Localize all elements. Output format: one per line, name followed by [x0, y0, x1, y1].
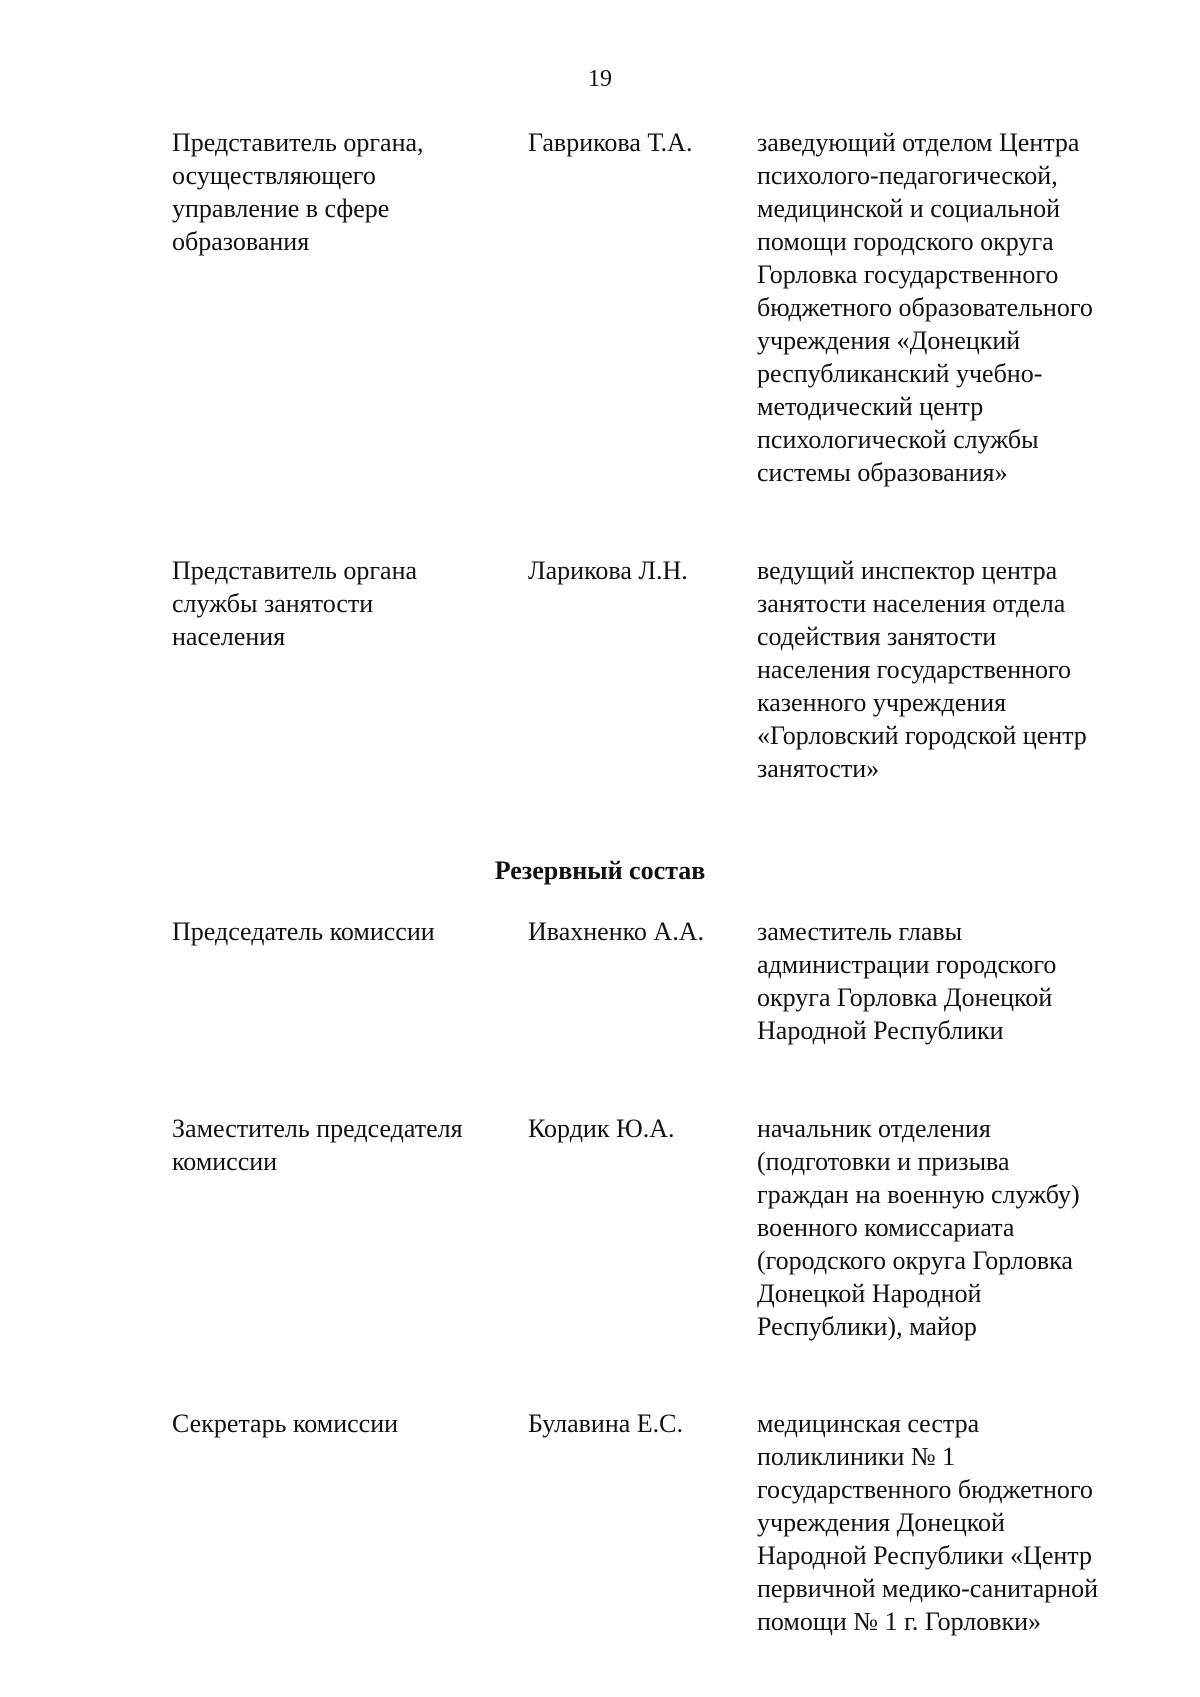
member-position: медицинская сестра поликлиники № 1 государственного бюджетного учреждения Донецкой Народной Республики «Центр первичной медико-санитарной помощи № 1 г. Горловки»: [757, 1409, 1099, 1636]
member-position: ведущий инспектор центра занятости населения отдела содействия занятости населения государственного казенного учреждения «Горловский городской центр занятости»: [757, 556, 1087, 783]
member-name: Гаврикова Т.А.: [528, 128, 693, 157]
member-position: заместитель главы администрации городского округа Горловка Донецкой Народной Республики: [757, 917, 1057, 1045]
member-name: Булавина Е.С.: [528, 1409, 684, 1438]
page-number: 19: [588, 66, 612, 92]
member-position: начальник отделения (подготовки и призыва граждан на военную службу) военного комиссариата (городского округа Горловка Донецкой Народной Республики), майор: [757, 1114, 1080, 1341]
member-name: Ивахненко А.А.: [528, 917, 704, 946]
member-role: Председатель комиссии: [172, 917, 435, 946]
member-name: Ларикова Л.Н.: [528, 556, 688, 585]
member-role: Заместитель председателя комиссии: [172, 1114, 463, 1176]
member-role: Представитель органа службы занятости населения: [172, 556, 418, 651]
member-role: Представитель органа, осуществляющего управление в сфере образования: [172, 128, 424, 256]
member-name: Кордик Ю.А.: [528, 1114, 675, 1143]
reserve-section-title: Резервный состав: [494, 856, 706, 885]
member-role: Секретарь комиссии: [172, 1409, 399, 1438]
member-position: заведующий отделом Центра психолого-педагогической, медицинской и социальной помощи городского округа Горловка государственного бюджетного образовательного учреждения «Донецкий республиканский учебно- методический центр психологической службы системы образования»: [757, 128, 1093, 487]
